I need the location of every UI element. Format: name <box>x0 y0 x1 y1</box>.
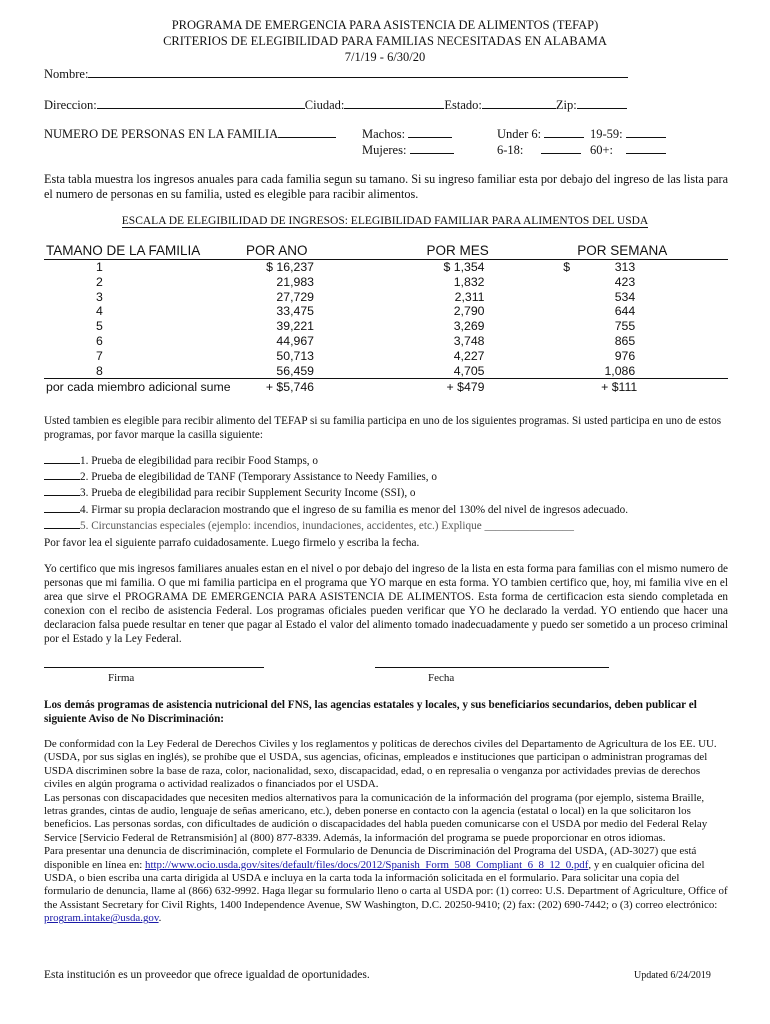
direccion-field[interactable] <box>97 97 305 109</box>
per-month-cell: 4,705 <box>453 363 485 378</box>
per-year-cell: 44,967 <box>276 333 315 348</box>
nombre-field[interactable] <box>88 66 628 78</box>
direccion-row <box>44 97 627 113</box>
family-size-cell: 3 <box>96 289 103 304</box>
family-size-cell: 5 <box>96 319 103 334</box>
family-size-cell: 4 <box>96 304 103 319</box>
per-year-cell: 33,475 <box>276 304 315 319</box>
checklist-item: 4. Firmar su propia declaracion mostrando que el ingreso de su familia es menor del 130% del nivel de ingresos adecuado. <box>44 502 628 518</box>
additional-member-label: por cada miembro adicional sume <box>44 379 244 395</box>
income-table-row <box>44 304 728 319</box>
additional-member-row <box>44 379 728 395</box>
checklist-item: 1. Prueba de elegibilidad para recibir Food Stamps, o <box>44 453 628 469</box>
additional-week: + $111 <box>575 379 728 395</box>
family-size-cell: 6 <box>96 333 103 348</box>
age-19-59-row <box>590 126 666 142</box>
footer-updated-date: Updated 6/24/2019 <box>634 970 711 981</box>
under6-label: Under 6: <box>497 127 542 141</box>
checkbox-line-5[interactable] <box>44 518 80 529</box>
estado-field[interactable] <box>482 97 556 109</box>
machos-field[interactable] <box>408 126 452 138</box>
additional-year: + $5,746 <box>244 379 424 395</box>
checkbox-line-1[interactable] <box>44 453 80 464</box>
family-size-cell: 7 <box>96 348 103 363</box>
per-year-cell: 56,459 <box>276 363 315 378</box>
age-60-label: 60+: <box>590 143 614 157</box>
income-table-row <box>44 349 728 364</box>
per-month-cell: 2,790 <box>453 304 485 319</box>
per-week-cell: 976 <box>614 348 636 363</box>
income-table-row <box>44 290 728 305</box>
col-per-year: POR ANO <box>244 242 424 260</box>
checkbox-line-2[interactable] <box>44 469 80 480</box>
checkbox-line-3[interactable] <box>44 485 80 496</box>
family-size-cell: 1 <box>96 260 103 274</box>
complaint-form-link[interactable]: http://www.ocio.usda.gov/sites/default/files/docs/2012/Spanish_Form_508_Compliant_6_8_12_0.pdf <box>145 858 589 871</box>
firma-label: Firma <box>108 672 135 684</box>
mujeres-row <box>362 142 454 158</box>
per-month-cell: $ 1,354 <box>443 260 485 274</box>
age-6-18-field[interactable] <box>541 142 581 154</box>
col-per-month: POR MES <box>425 242 576 260</box>
income-table <box>44 242 728 395</box>
col-per-week: POR SEMANA <box>575 242 728 260</box>
nombre-label: Nombre: <box>44 67 89 81</box>
age-19-59-field[interactable] <box>626 126 666 138</box>
read-carefully-note: Por favor lea el siguiente parrafo cuidadosamente. Luego firmelo y escriba la fecha. <box>44 537 420 549</box>
per-week-cell: 644 <box>614 304 636 319</box>
checklist-item: 3. Prueba de elegibilidad para recibir Supplement Security Income (SSI), o <box>44 485 628 501</box>
income-table-row <box>44 319 728 334</box>
per-month-cell: 1,832 <box>453 274 485 289</box>
header-title-line1: PROGRAMA DE EMERGENCIA PARA ASISTENCIA DE ALIMENTOS (TEFAP) <box>171 18 599 32</box>
nondiscrimination-body <box>44 738 728 926</box>
header-date-range: 7/1/19 - 6/30/20 <box>344 50 426 64</box>
date-line[interactable] <box>375 667 609 668</box>
age-6-18-row <box>497 142 581 158</box>
num-personas-label: NUMERO DE PERSONAS EN LA FAMILIA <box>44 127 279 141</box>
machos-row <box>362 126 452 142</box>
income-table-header <box>44 242 728 260</box>
per-year-cell: 27,729 <box>276 289 315 304</box>
fecha-label: Fecha <box>428 672 455 684</box>
mujeres-label: Mujeres: <box>362 143 407 157</box>
per-year-cell: 21,983 <box>276 274 315 289</box>
family-size-cell: 8 <box>96 363 103 378</box>
footer-equal-opportunity: Esta institución es un proveedor que ofrece igualdad de oportunidades. <box>44 969 370 981</box>
per-week-cell: 1,086 <box>604 363 636 378</box>
zip-field[interactable] <box>577 97 627 109</box>
per-month-cell: 3,269 <box>453 319 485 334</box>
per-month-cell: 3,748 <box>453 333 485 348</box>
ciudad-field[interactable] <box>344 97 444 109</box>
per-year-cell: 50,713 <box>276 348 315 363</box>
age-60-field[interactable] <box>626 142 666 154</box>
per-week-cell: 865 <box>614 333 636 348</box>
signature-line[interactable] <box>44 667 264 668</box>
ciudad-label: Ciudad: <box>304 98 345 112</box>
additional-month: + $479 <box>425 379 576 395</box>
nd-paragraph-2: Las personas con discapacidades que necesiten medios alternativos para la comunicación de la información del programa (por ejemplo, sistema Braille, letras grandes, cintas de audio, lenguaje de señas americano, etc.), deben ponerse en contacto con la agencia (estatal o local) en la que solicitaron los beneficios. Las personas sordas, con dificultades de audición o discapacidades del habla pueden comunicarse con el USDA por medio del Federal Relay Service [Servicio Federal de Retransmisión] al (800) 877-8339. Además, la información del programa se puede proporcionar en otros idiomas. <box>44 791 708 844</box>
machos-label: Machos: <box>362 127 406 141</box>
certification-paragraph: Yo certifico que mis ingresos familiares anuales estan en el nivel o por debajo del ingreso de la lista en esta forma para familias con el mismo numero de personas que mi familia. O que mi familia participa en el programa que YO marque en esta forma. YO tambien certifico que, hoy, mi familia vive en el area que sirve el PROGRAMA DE EMERGENCIA PARA ASISTENCIA DE ALIMENTOS. Esta forma de certificacion esta siendo completada en conexion con el recibo de asistencia Federal. Los programas oficiales pueden verificar que YO he declarado la verdad. YO entiendo que hacer una declaracion falsa puede resultar en tener que pagar al Estado el valor del alimento tomado inadecuadamente y puedo ser sometido a un proceso criminal por el Estado y la Ley Federal. <box>44 563 728 645</box>
num-personas-field[interactable] <box>278 126 336 138</box>
income-table-row <box>44 364 728 379</box>
zip-label: Zip: <box>555 98 577 112</box>
income-table-row <box>44 334 728 349</box>
age-19-59-label: 19-59: <box>590 127 623 141</box>
under6-field[interactable] <box>544 126 584 138</box>
income-table-row <box>44 260 728 275</box>
email-link[interactable]: program.intake@usda.gov <box>44 912 159 925</box>
intro-paragraph: Esta tabla muestra los ingresos anuales para cada familia segun su tamano. Si su ingreso familiar esta por debajo del ingreso de las lista para el numero de personas en su familia, usted es elegible para racibir alimentos. <box>44 172 728 201</box>
per-week-cell: 534 <box>614 289 636 304</box>
family-size-cell: 2 <box>96 274 103 289</box>
nd-paragraph-3: Para presentar una denuncia de discriminación, complete el Formulario de Denuncia de Discriminación del Programa del USDA, (AD-3027) que está disponible en línea en: http://www.ocio.usda.gov/sites/default/files/docs/2012/Spanish_Form_508_Compliant_6_8_12_0.pdf, y en cualquier oficina del USDA, o bien escriba una carta dirigida al USDA e incluya en la carta toda la información solicitada en el formulario. Para solicitar una copia del formulario de denuncia, llame al (866) 632-9992. Haga llegar su formulario lleno o carta al USDA por: (1) correo: U.S. Department of Agriculture, Office of the Assistant Secretary for Civil Rights, 1400 Independence Avenue, SW Washington, D.C. 20250-9410; (2) fax: (202) 690-7442; o (3) correo electrónico: program.intake@usda.gov. <box>44 845 728 925</box>
num-personas-row <box>44 126 336 142</box>
per-year-cell: $ 16,237 <box>266 260 315 274</box>
checklist-item: 5. Circunstancias especiales (ejemplo: incendios, inundaciones, accidentes, etc.) Explique ________________ <box>44 518 628 534</box>
programs-intro: Usted tambien es elegible para recibir alimento del TEFAP si su familia participa en uno de los siguientes programas. Si usted participa en uno de estos programas, por favor marque la casilla siguiente: <box>44 415 722 441</box>
per-week-cell: 423 <box>614 274 636 289</box>
nondiscrimination-heading: Los demás programas de asistencia nutricional del FNS, las agencias estatales y locales, y sus beneficiarios secundarios, deben publicar el siguiente Aviso de No Discriminación: <box>44 699 697 725</box>
age-6-18-label: 6-18: <box>497 143 524 157</box>
income-table-row <box>44 275 728 290</box>
estado-label: Estado: <box>444 98 482 112</box>
checkbox-line-4[interactable] <box>44 502 80 513</box>
nombre-row <box>44 66 628 82</box>
nd-paragraph-1: De conformidad con la Ley Federal de Derechos Civiles y los reglamentos y políticas de derechos civiles del Departamento de Agricultura de los EE. UU. (USDA, por sus siglas en inglés), se prohíbe que el USDA, sus agencias, oficinas, empleados e instituciones que participan o administran programas del USDA discriminen sobre la base de raza, color, nacionalidad, sexo, discapacidad, edad, o en represalia o venganza por actividades previas de derechos civiles en algún programa o actividad realizados o financiados por el USDA. <box>44 738 717 791</box>
per-week-cell: 755 <box>614 319 636 334</box>
per-week-cell: $ 313 <box>563 260 636 274</box>
checklist-item: 2. Prueba de elegibilidad de TANF (Temporary Assistance to Needy Families, o <box>44 469 628 485</box>
scale-title <box>0 215 770 227</box>
scale-title-text: ESCALA DE ELEGIBILIDAD DE INGRESOS: ELEGIBILIDAD FAMILIAR PARA ALIMENTOS DEL USDA <box>121 215 649 227</box>
programs-checklist <box>44 453 628 534</box>
per-month-cell: 4,227 <box>453 348 485 363</box>
age-60-row <box>590 142 666 158</box>
col-family-size: TAMANO DE LA FAMILIA <box>44 242 244 260</box>
per-year-cell: 39,221 <box>276 319 315 334</box>
under6-row <box>497 126 584 142</box>
header-title-line2: CRITERIOS DE ELEGIBILIDAD PARA FAMILIAS NECESITADAS EN ALABAMA <box>163 34 607 48</box>
direccion-label: Direccion: <box>44 98 97 112</box>
mujeres-field[interactable] <box>410 142 454 154</box>
per-month-cell: 2,311 <box>454 289 485 304</box>
